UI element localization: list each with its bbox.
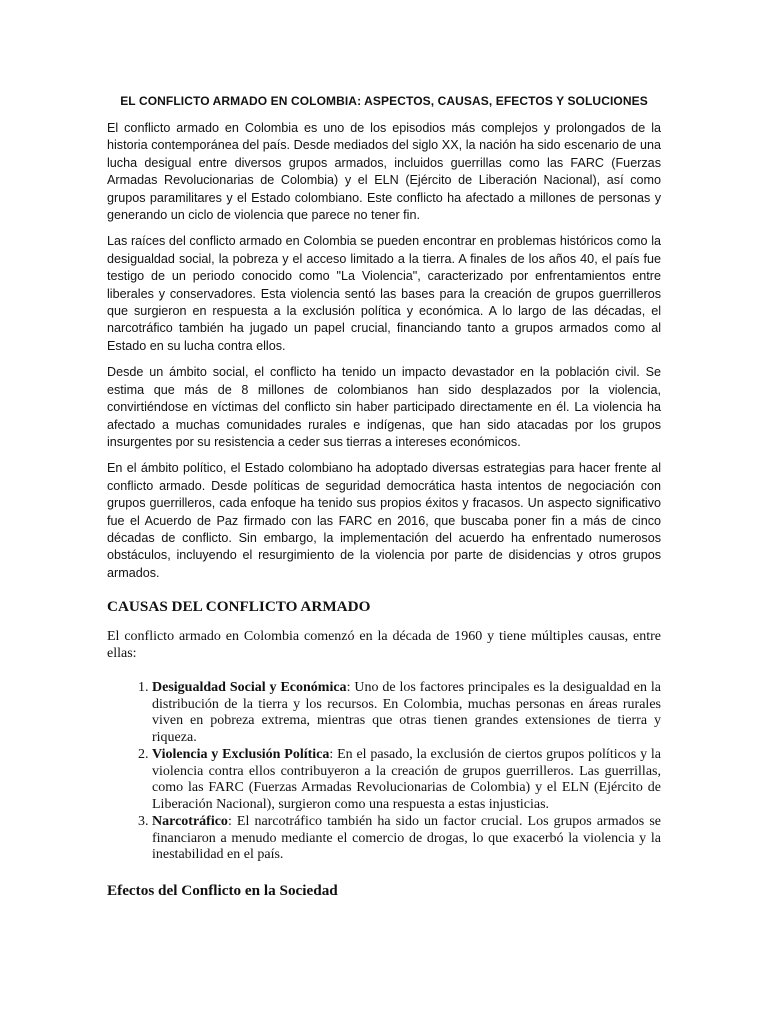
intro-paragraph-1: El conflicto armado en Colombia es uno de los episodios más complejos y prolongados de la historia contemporánea del país. Desde mediados del siglo XX, la nación ha sido escenario de una lucha desigual entre diversos grupos armados, incluidos guerrillas como las FARC (Fuerzas Armadas Revolucionarias de Colombia) y el ELN (Ejército de Liberación Nacional), así como grupos paramilitares y el Estado colombiano. Este conflicto ha afectado a millones de personas y generando un ciclo de violencia que parece no tener fin. <box>107 121 661 223</box>
intro-paragraph-3: Desde un ámbito social, el conflicto ha tenido un impacto devastador en la población civil. Se estima que más de 8 millones de colombianos han sido desplazados por la violencia, convirtiéndose en víctimas del conflicto sin haber participado directamente en él. La violencia ha afectado a muchas comunidades rurales e indígenas, que han sido atacadas por los grupos insurgentes por su resistencia a ceder sus tierras a intereses económicos. <box>107 365 661 449</box>
list-item-text: : El narcotráfico también ha sido un factor crucial. Los grupos armados se financiaron a menudo mediante el comercio de drogas, lo que exacerbó la violencia y la inestabilidad en el país. <box>152 814 661 863</box>
document-title: EL CONFLICTO ARMADO EN COLOMBIA: ASPECTOS, CAUSAS, EFECTOS Y SOLUCIONES <box>120 94 648 108</box>
list-item-term: Narcotráfico <box>152 814 228 830</box>
list-item-term: Violencia y Exclusión Política <box>152 747 330 763</box>
causes-heading: CAUSAS DEL CONFLICTO ARMADO <box>107 598 371 616</box>
list-item-text: : Uno de los factores principales es la desigualdad en la distribución de la tierra y los recursos. En Colombia, muchas personas en áreas rurales viven en pobreza extrema, mientras que otras tienen grandes extensiones de tierra y riqueza. <box>152 680 661 745</box>
intro-paragraph-2: Las raíces del conflicto armado en Colombia se pueden encontrar en problemas históricos como la desigualdad social, la pobreza y el acceso limitado a la tierra. A finales de los años 40, el país fue testigo de un periodo conocido como "La Violencia", caracterizado por enfrentamientos entre liberales y conservadores. Esta violencia sentó las bases para la creación de grupos guerrilleros que surgieron en respuesta a la exclusión política y económica. A lo largo de las décadas, el narcotráfico también ha jugado un papel crucial, financiando tanto a grupos armados como al Estado en su lucha contra ellos. <box>107 234 661 353</box>
list-item <box>152 747 661 813</box>
document-page <box>107 88 661 912</box>
list-item-term: Desigualdad Social y Económica <box>152 680 347 696</box>
list-item <box>152 814 661 864</box>
intro-paragraph-4: En el ámbito político, el Estado colombiano ha adoptado diversas estrategias para hacer frente al conflicto armado. Desde políticas de seguridad democrática hasta intentos de negociación con grupos guerrilleros, cada enfoque ha tenido sus propios éxitos y fracasos. Un aspecto significativo fue el Acuerdo de Paz firmado con las FARC en 2016, que buscaba poner fin a más de cinco décadas de conflicto. Sin embargo, la implementación del acuerdo ha enfrentado numerosos obstáculos, incluyendo el resurgimiento de la violencia por parte de disidencias y otros grupos armados. <box>107 461 661 580</box>
effects-heading: Efectos del Conflicto en la Sociedad <box>107 881 338 899</box>
causes-intro: El conflicto armado en Colombia comenzó en la década de 1960 y tiene múltiples causas, entre ellas: <box>107 629 661 662</box>
causes-list <box>107 680 661 864</box>
list-item-text: : En el pasado, la exclusión de ciertos grupos políticos y la violencia contra ellos contribuyeron a la creación de grupos guerrilleros. Las guerrillas, como las FARC (Fuerzas Armadas Revolucionarias de Colombia) y el ELN (Ejército de Liberación Nacional), surgieron como una respuesta a estas injusticias. <box>152 747 661 812</box>
list-item <box>152 680 661 746</box>
